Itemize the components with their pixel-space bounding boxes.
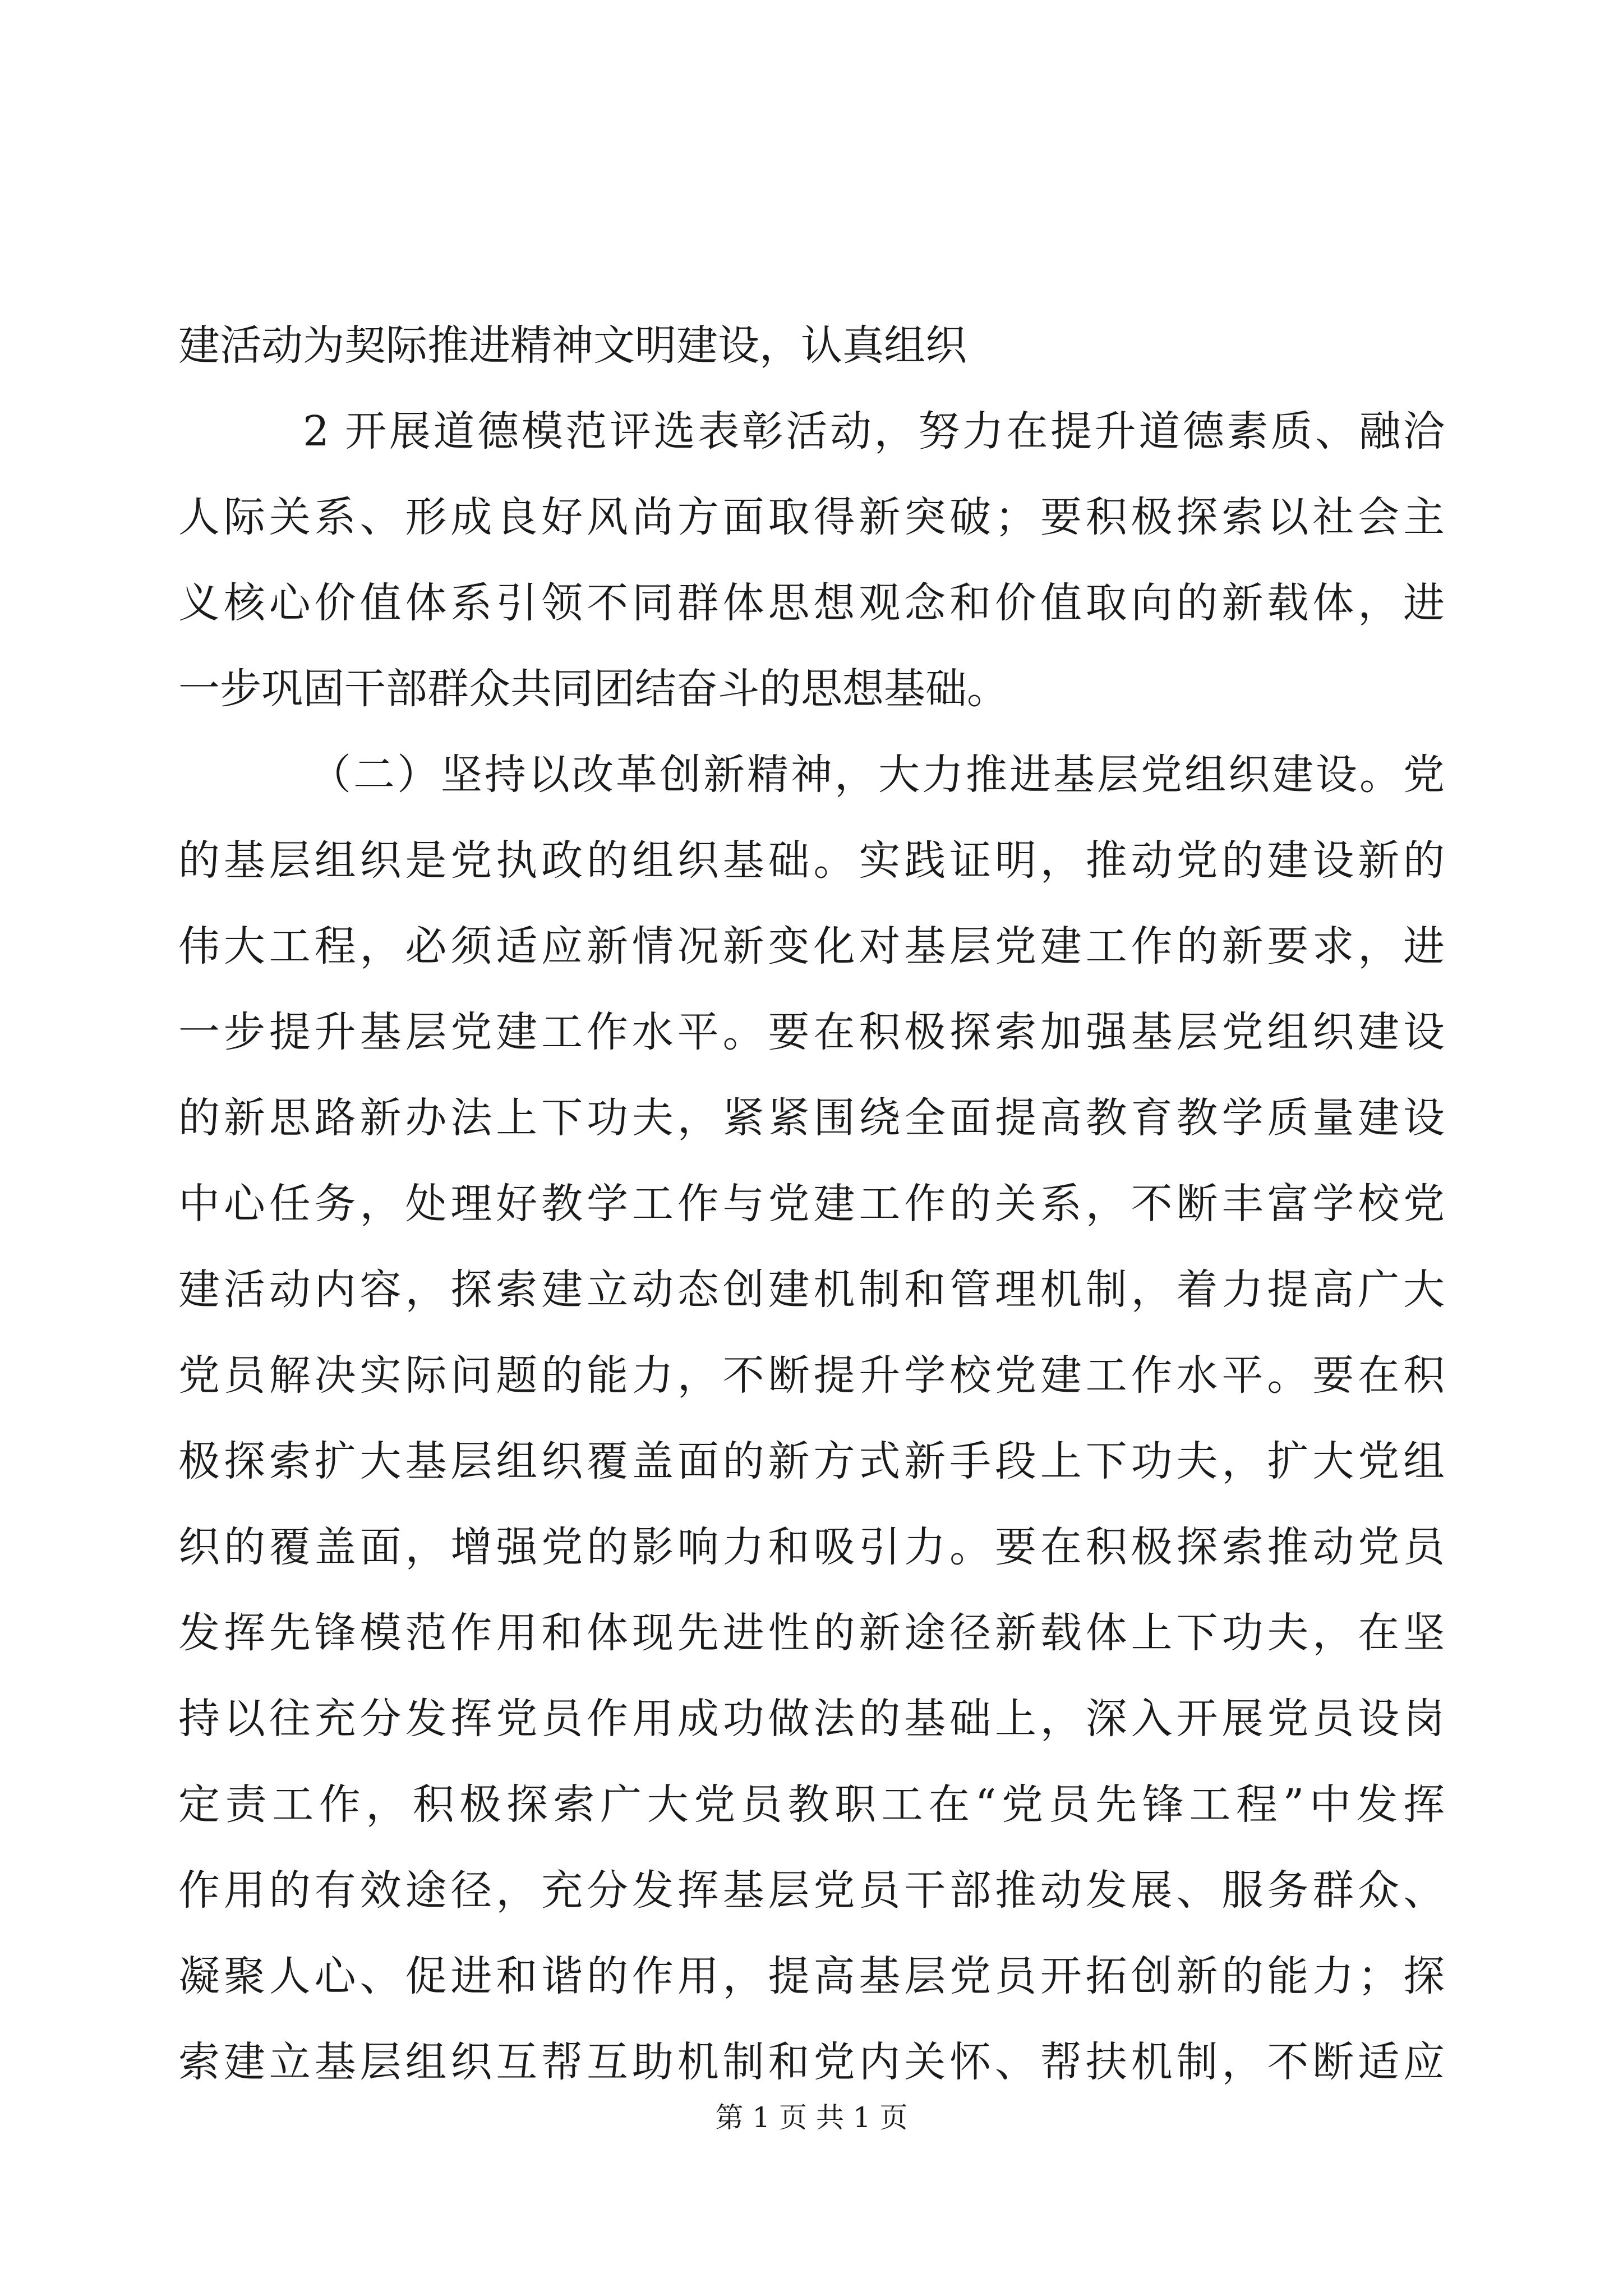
text-line: 建活动内容，探索建立动态创建机制和管理机制，着力提高广大 [178,1266,1445,1314]
text-line: 织的覆盖面，增强党的影响力和吸引力。要在积极探索推动党员 [178,1523,1445,1571]
page-number-footer: 第 1 页 共 1 页 [715,2101,908,2134]
text-line: 一步巩固干部群众共同团结奋斗的思想基础。 [178,665,1008,713]
paragraph-start-line: （二）坚持以改革创新精神，大力推进基层党组织建设。党 [310,751,1445,799]
text-line: 中心任务，处理好教学工作与党建工作的关系，不断丰富学校党 [178,1180,1445,1228]
paragraph-start-line: 2 开展道德模范评选表彰活动，努力在提升道德素质、融洽 [303,407,1445,455]
text-line: 凝聚人心、促进和谐的作用，提高基层党员开拓创新的能力；探 [178,1952,1445,2000]
text-line: 建活动为契际推进精神文明建设，认真组织 [178,321,967,370]
text-line: 一步提升基层党建工作水平。要在积极探索加强基层党组织建设 [178,1008,1445,1056]
text-line: 义核心价值体系引领不同群体思想观念和价值取向的新载体，进 [178,579,1445,627]
text-line: 定责工作，积极探索广大党员教职工在“党员先锋工程”中发挥 [178,1780,1445,1829]
text-line: 的基层组织是党执政的组织基础。实践证明，推动党的建设新的 [178,836,1445,885]
body-text [178,303,1445,2105]
text-line: 人际关系、形成良好风尚方面取得新突破；要积极探索以社会主 [178,493,1445,541]
text-line: 党员解决实际问题的能力，不断提升学校党建工作水平。要在积 [178,1351,1445,1400]
text-line: 作用的有效途径，充分发挥基层党员干部推动发展、服务群众、 [178,1866,1445,1915]
text-line: 发挥先锋模范作用和体现先进性的新途径新载体上下功夫，在坚 [178,1609,1445,1657]
text-line: 伟大工程，必须适应新情况新变化对基层党建工作的新要求，进 [178,922,1445,970]
text-line: 持以往充分发挥党员作用成功做法的基础上，深入开展党员设岗 [178,1695,1445,1743]
text-line: 的新思路新办法上下功夫，紧紧围绕全面提高教育教学质量建设 [178,1094,1445,1142]
text-line: 索建立基层组织互帮互助机制和党内关怀、帮扶机制，不断适应 [178,2038,1445,2086]
text-line: 极探索扩大基层组织覆盖面的新方式新手段上下功夫，扩大党组 [178,1437,1445,1485]
